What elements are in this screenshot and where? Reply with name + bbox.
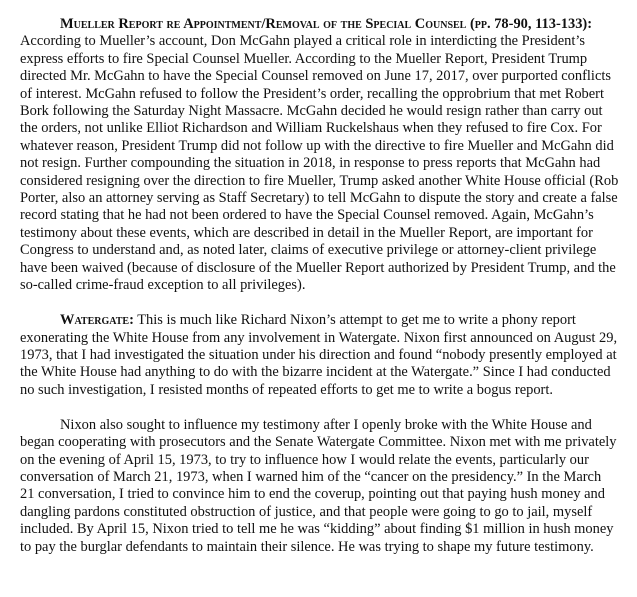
paragraph-text: According to Mueller’s account, Don McGahn played a critical role in interdicting the President’s express efforts to fire Special Counsel Mueller. According to the Mueller Report, President Trump directed Mr. McGahn to have the Special Counsel removed on June 17, 2017, over purported conflicts of interest. McGahn refused to follow the President’s order, recalling the opprobrium that met Robert Bork following the Saturday Night Massacre. McGahn decided he would resign rather than carry out the orders, not unlike Elliot Richardson and William Ruckelshaus when they refused to fire Cox. For whatever reason, President Trump did not follow up with the directive to fire Mueller and McGahn did not resign. Further compounding the situation in 2018, in response to press reports that McGahn had considered resigning over the direction to fire Mueller, Trump asked another White House official (Rob Porter, also an attorney serving as Staff Secretary) to tell McGahn to dispute the story and create a false record stating that he had not been ordered to have the Special Counsel removed. Again, McGahn’s testimony about these events, which are described in detail in the Mueller Report, are important for Congress to understand and, as noted later, claims of executive privilege or attorney-client privilege have been waived (because of disclosure of the Mueller Report authorized by President Trump, and the so-called crime-fraud exception to all privileges). [20, 33, 619, 294]
paragraph-nixon-testimony [20, 417, 619, 556]
paragraph-mueller-report [20, 16, 619, 295]
paragraph-text: Nixon also sought to influence my testimony after I openly broke with the White House and began cooperating with prosecutors and the Senate Watergate Committee. Nixon met with me privately on the evening of April 15, 1973, to try to influence how I would relate the events, particularly our conversation of March 21, 1973, when I warned him of the “cancer on the presidency.” In the March 21 conversation, I tried to convince him to end the coverup, pointing out that paying hush money and dangling pardons constituted obstruction of justice, and that people were going to go to jail, myself included. By April 15, Nixon tried to tell me he was “kidding” about finding $1 million in hush money to pay the burglar defendants to maintain their silence. He was trying to shape my future testimony. [20, 416, 617, 555]
paragraph-watergate [20, 312, 619, 399]
paragraph-heading: Watergate: [60, 312, 134, 329]
paragraph-text: This is much like Richard Nixon’s attempt to get me to write a phony report exonerating the White House from any involvement in Watergate. Nixon first announced on August 29, 1973, that I had investigated the situation under his direction and found “nobody presently employed at the White House had anything to do with the bizarre incident at the Watergate.” Since I had conducted no such investigation, I resisted months of repeated efforts to get me to write a bogus report. [20, 312, 618, 398]
paragraph-heading: Mueller Report re Appointment/Removal of the Special Counsel (pp. 78-90, 113-133): [60, 16, 593, 32]
